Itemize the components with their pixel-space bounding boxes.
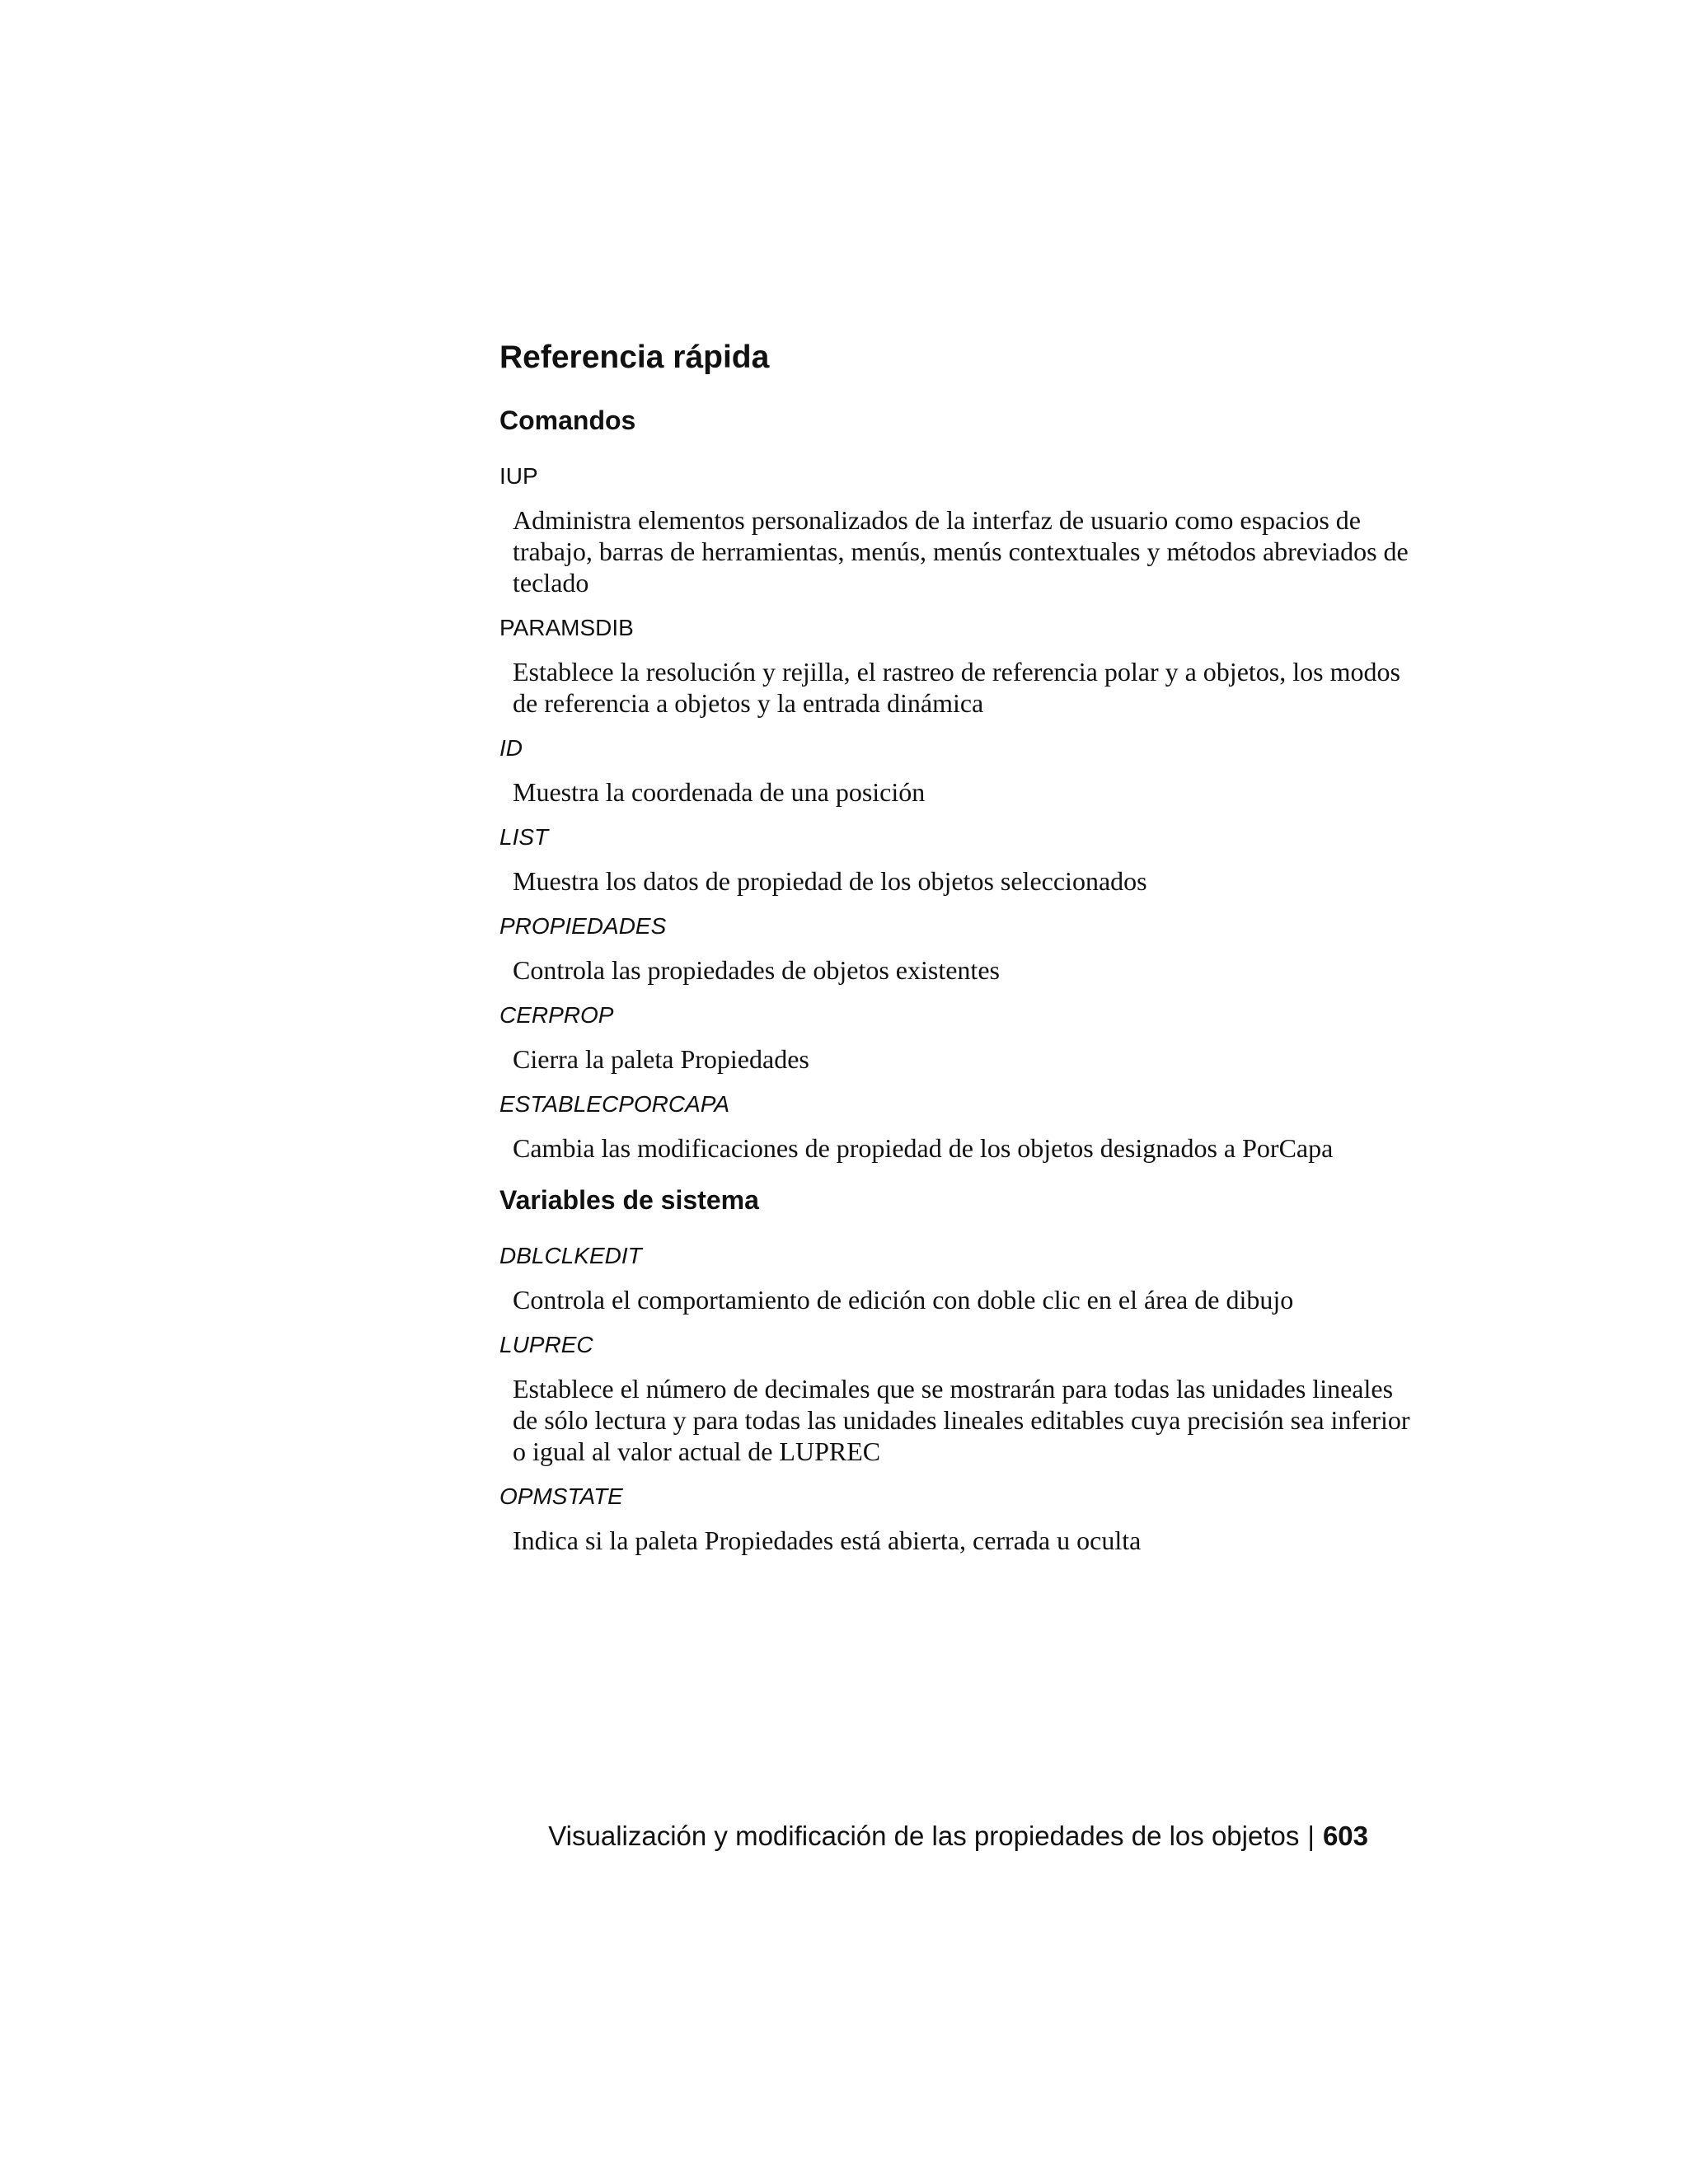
page-footer — [544, 1818, 1368, 1854]
page-number: 603 — [1322, 1821, 1368, 1851]
commands-heading: Comandos — [499, 405, 636, 435]
command-term: IUP — [499, 463, 538, 489]
variable-description: Establece el número de decimales que se mostrarán para todas las unidades lineales de sólo lectura y para todas las unidades lineales editables cuya precisión sea inferior o igual al valor actual de LUPREC — [513, 1374, 1410, 1466]
command-description: Muestra la coordenada de una posición — [513, 777, 926, 807]
system-variables-heading: Variables de sistema — [499, 1185, 759, 1215]
footer-separator: | — [1307, 1821, 1315, 1851]
command-description: Cambia las modificaciones de propiedad de los objetos designados a PorCapa — [513, 1133, 1334, 1163]
variable-term-link[interactable]: DBLCLKEDIT — [499, 1243, 642, 1268]
variable-description: Controla el comportamiento de edición con doble clic en el área de dibujo — [513, 1285, 1294, 1315]
command-description: Administra elementos personalizados de la interfaz de usuario como espacios de trabajo, barras de herramientas, menús, menús contextuales y métodos abreviados de teclado — [513, 505, 1409, 598]
variable-entry-opmstate — [499, 1480, 1423, 1556]
variable-term-link[interactable]: OPMSTATE — [499, 1483, 623, 1509]
variable-entry-dblclkedit — [499, 1240, 1423, 1315]
command-description: Cierra la paleta Propiedades — [513, 1044, 809, 1074]
command-entry-iup — [499, 460, 1423, 598]
command-term-link[interactable]: ID — [499, 735, 523, 761]
command-description: Controla las propiedades de objetos existentes — [513, 955, 1000, 985]
variable-entry-luprec — [499, 1329, 1423, 1467]
command-term-link[interactable]: LIST — [499, 824, 549, 850]
variable-description: Indica si la paleta Propiedades está abierta, cerrada u oculta — [513, 1526, 1142, 1555]
footer-chapter-title: Visualización y modificación de las propiedades de los objetos — [548, 1821, 1300, 1851]
page-content — [499, 336, 1423, 1569]
command-entry-establecporcapa — [499, 1088, 1423, 1164]
command-term-link[interactable]: CERPROP — [499, 1002, 614, 1028]
command-entry-paramsdib — [499, 612, 1423, 719]
command-term-link[interactable]: PROPIEDADES — [499, 913, 667, 939]
command-description: Muestra los datos de propiedad de los objetos seleccionados — [513, 866, 1147, 896]
command-term: PARAMSDIB — [499, 615, 634, 640]
command-entry-cerprop — [499, 999, 1423, 1075]
command-term-link[interactable]: ESTABLECPORCAPA — [499, 1091, 730, 1117]
command-description: Establece la resolución y rejilla, el rastreo de referencia polar y a objetos, los modos de referencia a objetos y la entrada dinámica — [513, 657, 1400, 718]
command-entry-propiedades — [499, 910, 1423, 986]
variable-term-link[interactable]: LUPREC — [499, 1332, 593, 1357]
page-title: Referencia rápida — [499, 340, 770, 375]
command-entry-id — [499, 732, 1423, 808]
command-entry-list — [499, 821, 1423, 897]
